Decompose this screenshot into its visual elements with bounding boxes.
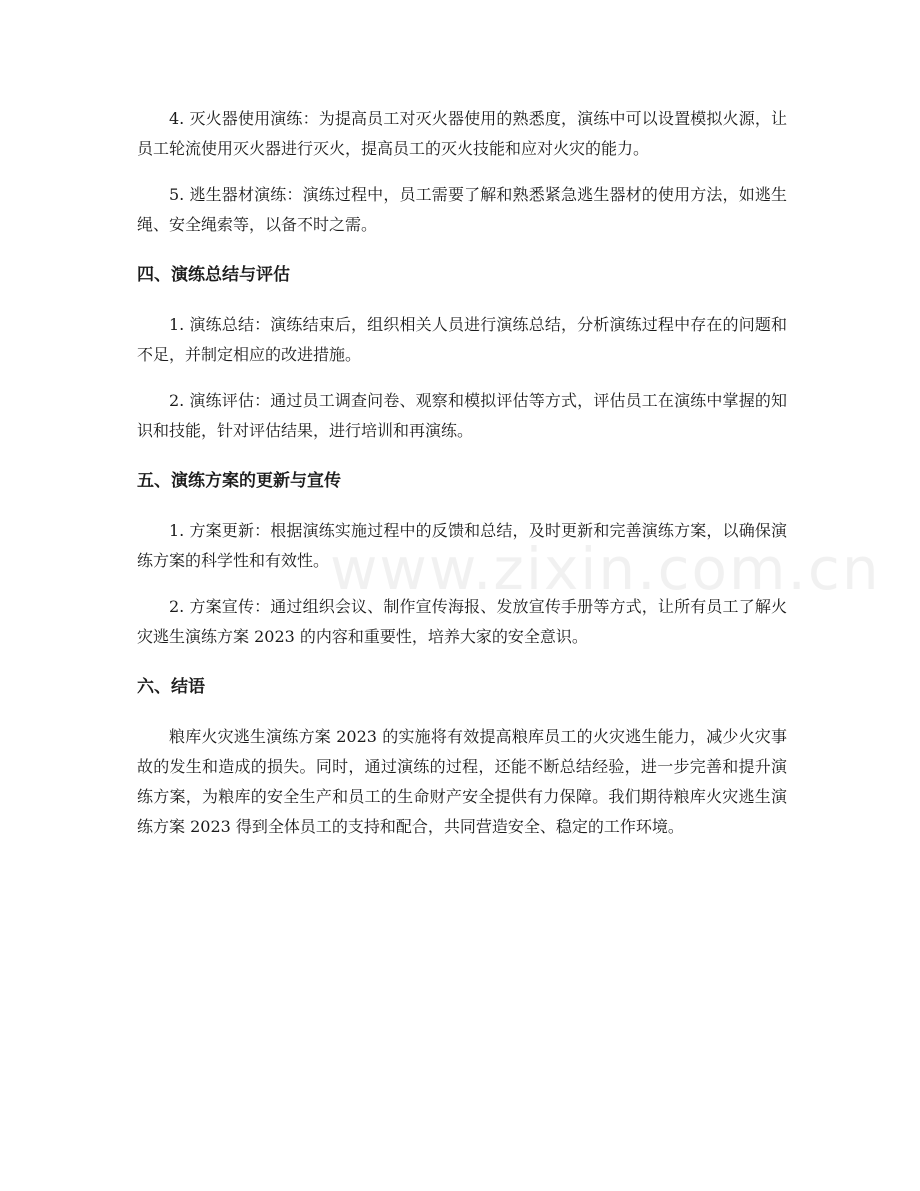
paragraph-drill-summary: 1. 演练总结：演练结束后，组织相关人员进行演练总结，分析演练过程中存在的问题和不足，并制定相应的改进措施。 — [137, 315, 787, 364]
section-heading-summary-evaluation: 四、演练总结与评估 — [137, 265, 290, 285]
paragraph-fire-extinguisher-drill: 4. 灭火器使用演练：为提高员工对灭火器使用的熟悉度，演练中可以设置模拟火源，让员工轮流使用灭火器进行灭火，提高员工的灭火技能和应对火灾的能力。 — [137, 109, 787, 158]
watermark: www.zixin.com.cn — [330, 535, 881, 603]
document-body — [137, 104, 787, 842]
paragraph-plan-update: 1. 方案更新：根据演练实施过程中的反馈和总结，及时更新和完善演练方案，以确保演练方案的科学性和有效性。 — [137, 521, 787, 570]
section-heading-update-promotion: 五、演练方案的更新与宣传 — [137, 471, 341, 491]
paragraph-drill-evaluation: 2. 演练评估：通过员工调查问卷、观察和模拟评估等方式，评估员工在演练中掌握的知识和技能，针对评估结果，进行培训和再演练。 — [137, 391, 787, 440]
section-heading-conclusion: 六、结语 — [137, 677, 205, 697]
paragraph-plan-promotion: 2. 方案宣传：通过组织会议、制作宣传海报、发放宣传手册等方式，让所有员工了解火灾逃生演练方案 2023 的内容和重要性，培养大家的安全意识。 — [137, 597, 787, 646]
paragraph-escape-equipment-drill: 5. 逃生器材演练：演练过程中，员工需要了解和熟悉紧急逃生器材的使用方法，如逃生绳、安全绳索等，以备不时之需。 — [137, 185, 787, 234]
paragraph-conclusion: 粮库火灾逃生演练方案 2023 的实施将有效提高粮库员工的火灾逃生能力，减少火灾事故的发生和造成的损失。同时，通过演练的过程，还能不断总结经验，进一步完善和提升演练方案，为粮库的安全生产和员工的生命财产安全提供有力保障。我们期待粮库火灾逃生演练方案 2023 得到全体员工的支持和配合，共同营造安全、稳定的工作环境。 — [137, 727, 787, 836]
